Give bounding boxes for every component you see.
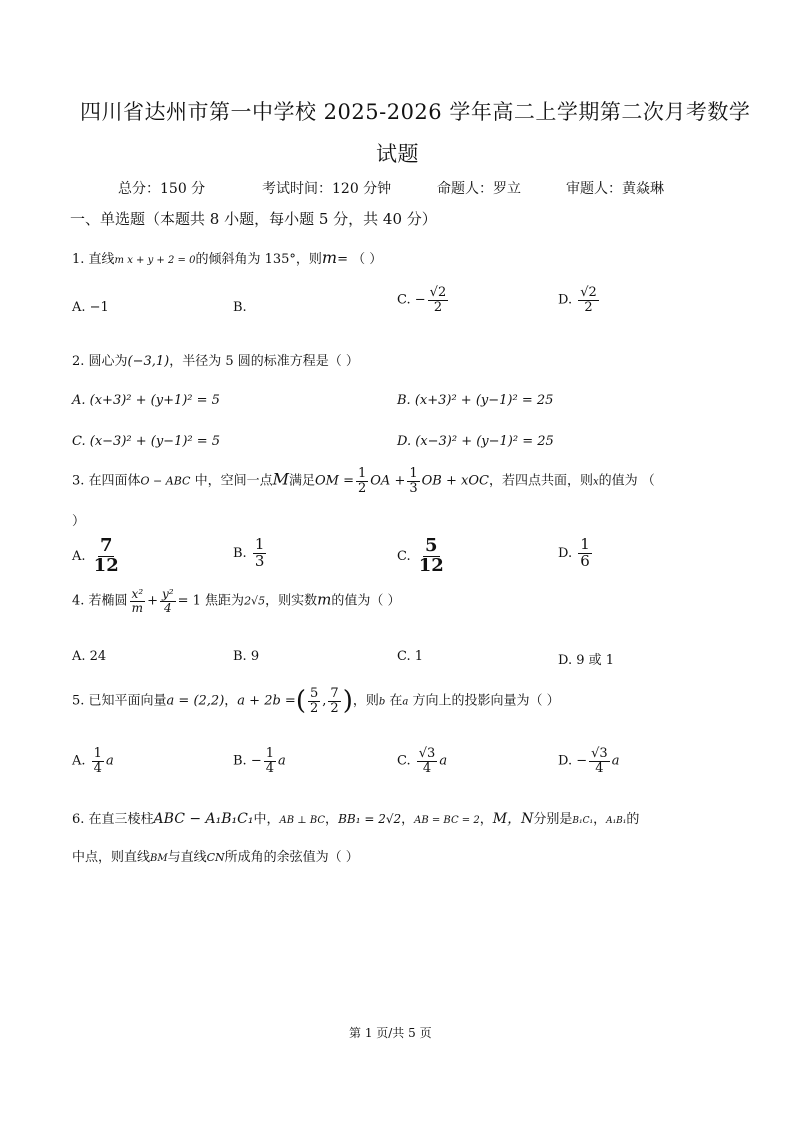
q1-d-den: 2: [584, 299, 593, 315]
q5-d-vec: a: [611, 753, 620, 769]
q3-text-d: ，若四点共面，则: [488, 473, 593, 489]
q5-d-sign: −: [576, 753, 588, 769]
q5-a-vec: a: [105, 753, 114, 769]
question-2-stem: [72, 350, 359, 369]
q4-eq: = 1: [177, 593, 201, 609]
q5-a-def: a = (2,2): [166, 693, 225, 709]
question-3-stem: [72, 467, 655, 495]
q1-option-d[interactable]: [558, 286, 601, 314]
q1-d-label: D.: [558, 292, 573, 308]
q4-f2-den: 4: [164, 600, 172, 615]
q4-option-a[interactable]: A. 24: [72, 649, 107, 664]
q4-var: m: [317, 590, 332, 609]
q3-option-d[interactable]: [558, 537, 594, 570]
total-score: 总分：150 分: [118, 181, 206, 197]
q5-option-d[interactable]: [558, 747, 619, 775]
q2-center: (−3,1): [127, 354, 170, 369]
q3-option-c[interactable]: [397, 537, 448, 576]
q1-option-c[interactable]: [397, 286, 450, 314]
q3-option-b[interactable]: [233, 537, 268, 570]
q3-ob: OB + xOC: [421, 473, 489, 489]
q5-v1-num: 5: [309, 685, 319, 701]
q5-b-den: 4: [265, 760, 275, 776]
reviewer: 审题人：黄焱琳: [566, 181, 664, 197]
q5-b-num: 1: [265, 746, 275, 761]
q3-d-den: 6: [580, 551, 590, 570]
q3-a-den: 12: [93, 554, 119, 576]
q1-option-b[interactable]: B.: [233, 300, 247, 315]
q4-f1-den: m: [131, 600, 144, 615]
q5-v2-den: 2: [330, 700, 339, 716]
q3-om: OM =: [314, 473, 354, 489]
q5-option-c[interactable]: [397, 747, 447, 775]
q1-equation: m x + y + 2 = 0: [114, 255, 196, 266]
q3-c-num: 5: [425, 535, 438, 556]
q2-text-b: ，半径为 5 圆的标准方程是（ ）: [169, 354, 359, 369]
question-4-stem: [72, 588, 400, 614]
q5-b: b: [378, 696, 386, 708]
q5-v1-den: 2: [309, 700, 319, 716]
q3-c-label: C.: [397, 548, 411, 564]
q3-a-num: 7: [99, 535, 113, 556]
q3-d-label: D.: [558, 545, 573, 561]
q5-option-a[interactable]: [72, 747, 114, 775]
q6-text-i: 中点，则直线: [72, 850, 151, 865]
q3-x: x: [592, 476, 599, 488]
q1-c-num: √2: [429, 285, 447, 300]
q1-d-num: √2: [580, 285, 597, 300]
q6-perp: AB ⊥ BC: [279, 815, 326, 826]
exam-time: 考试时间：120 分钟: [262, 181, 392, 197]
q5-v2-num: 7: [330, 685, 339, 701]
author: 命题人：罗立: [437, 181, 521, 197]
q6-bb1: BB₁ = 2√2: [338, 812, 402, 826]
q5-a2: a: [402, 696, 409, 708]
q3-close-paren: ）: [72, 514, 86, 529]
q1-c-den: 2: [433, 299, 443, 315]
q4-plus: +: [147, 593, 159, 609]
q6-text-h: 的: [626, 812, 640, 827]
q5-text-b: ，则: [352, 693, 379, 709]
q5-rparen-icon: ): [342, 686, 353, 716]
q3-f2-num: 1: [409, 466, 418, 481]
q5-lparen-icon: (: [295, 686, 306, 716]
q5-comma: ，: [224, 693, 238, 709]
q5-b-vec: a: [278, 753, 286, 769]
q5-d-den: 4: [595, 760, 604, 776]
q6-text-f: 分别是: [533, 812, 573, 827]
q2-option-d[interactable]: D. (x−3)² + (y−1)² = 25: [397, 434, 554, 449]
question-5-stem: 5. 已知平面向量a = (2,2)，a + 2b =( $\frac{5}{2}$ , $\frac{7}{2}$ )，则b 在a 方向上的投影向量为（ ）: [72, 685, 560, 716]
q3-point: M: [272, 469, 289, 489]
q4-focal: 2√5: [244, 594, 266, 608]
q3-text-c: 满足: [288, 473, 315, 489]
q6-text-g: ，: [593, 812, 607, 827]
q3-text-b: 中，空间一点: [190, 473, 273, 489]
q6-eqs: AB = BC = 2: [414, 815, 480, 826]
q4-text-b: 焦距为: [200, 593, 245, 609]
q6-prism: ABC − A₁B₁C₁: [153, 811, 254, 827]
q5-a-label: A.: [72, 753, 86, 769]
q3-oa: OA +: [370, 473, 406, 489]
q3-b-num: 1: [254, 535, 265, 553]
q5-sum: a + 2b =: [237, 693, 296, 709]
page-number: 第 1 页/共 5 页: [349, 1026, 432, 1040]
page-title-line2: 试题: [376, 142, 419, 166]
q4-option-d[interactable]: D. 9 或 1: [558, 653, 615, 668]
q6-a1b1: A₁B₁: [606, 816, 627, 826]
q5-text-a: 5. 已知平面向量: [72, 693, 167, 709]
q2-option-a[interactable]: A. (x+3)² + (y+1)² = 5: [72, 393, 220, 408]
q4-f1-num: x²: [131, 587, 144, 601]
q6-text-a: 6. 在直三棱柱: [72, 812, 154, 827]
q4-f2-num: y²: [162, 587, 174, 601]
q5-c-num: √3: [418, 746, 436, 761]
q5-text-c: 在: [385, 693, 403, 709]
q3-c-den: 12: [418, 554, 444, 576]
q5-a-den: 4: [93, 760, 102, 776]
q4-text-a: 4. 若椭圆: [72, 593, 128, 609]
q5-d-label: D.: [558, 753, 573, 769]
q1-text-b: 的倾斜角为 135°，则: [195, 252, 322, 267]
q5-text-d: 方向上的投影向量为（ ）: [408, 693, 560, 709]
q1-option-a[interactable]: A. −1: [72, 300, 109, 315]
q3-tetra: O − ABC: [140, 474, 191, 488]
q4-option-c[interactable]: C. 1: [397, 649, 424, 664]
q5-b-sign: −: [250, 753, 262, 769]
q2-text-a: 2. 圆心为: [72, 354, 128, 369]
q4-text-d: 的值为（ ）: [331, 593, 401, 609]
q5-b-label: B.: [233, 753, 247, 769]
q3-b-label: B.: [233, 545, 247, 561]
q3-b-den: 3: [254, 551, 265, 570]
q3-option-a[interactable]: [72, 537, 123, 576]
q6-b1c1: B₁C₁: [572, 816, 594, 826]
q3-f1-num: 1: [357, 466, 367, 481]
q6-cn: CN: [206, 851, 225, 864]
q3-text-e: 的值为 （: [598, 473, 655, 489]
q6-bm: BM: [150, 853, 168, 864]
q6-text-e: ，: [479, 812, 493, 827]
question-6-line2: [72, 846, 359, 865]
q5-c-vec: a: [439, 753, 448, 769]
q5-c-label: C.: [397, 753, 411, 769]
q3-f2-den: 3: [409, 480, 418, 496]
q1-c-sign: −: [414, 292, 426, 308]
q1-text-a: 1. 直线: [72, 252, 115, 267]
section-heading: 一、单选题（本题共 8 小题，每小题 5 分，共 40 分）: [70, 210, 437, 228]
q5-option-b[interactable]: [233, 747, 286, 775]
q1-c-label: C.: [397, 292, 411, 308]
q3-a-label: A.: [72, 548, 86, 564]
q1-var: m: [321, 248, 338, 267]
q6-text-c: ，: [325, 812, 339, 827]
q6-text-b: 中，: [253, 812, 280, 827]
q5-d-num: √3: [591, 746, 608, 761]
q3-f1-den: 2: [357, 480, 367, 496]
q6-text-k: 所成角的余弦值为（ ）: [224, 850, 359, 865]
q2-option-b[interactable]: B. (x+3)² + (y−1)² = 25: [397, 393, 554, 408]
q6-text-j: 与直线: [167, 850, 207, 865]
q2-option-c[interactable]: C. (x−3)² + (y−1)² = 5: [72, 434, 221, 449]
q4-text-c: ，则实数: [265, 593, 318, 609]
q6-mn: M，N: [492, 811, 534, 827]
q5-a-num: 1: [93, 746, 102, 761]
q5-c-den: 4: [422, 760, 432, 776]
question-1-stem: [72, 248, 382, 267]
question-6-line1: [72, 808, 639, 828]
q4-option-b[interactable]: B. 9: [233, 649, 260, 664]
page-title-line1: 四川省达州市第一中学校 2025-2026 学年高二上学期第二次月考数学: [80, 100, 751, 124]
q3-d-num: 1: [580, 535, 590, 553]
q3-text-a: 3. 在四面体: [72, 473, 141, 489]
q1-text-c: = （ ）: [337, 252, 383, 267]
q6-text-d: ，: [401, 812, 415, 827]
